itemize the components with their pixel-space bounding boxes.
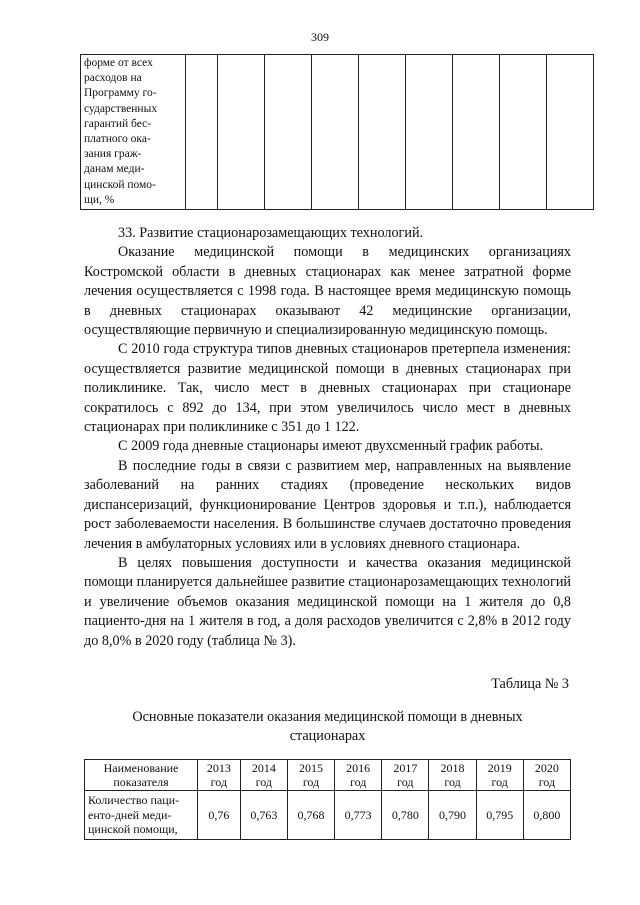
value-cell: 0,773 bbox=[335, 791, 382, 840]
header-name-line: Наименование bbox=[103, 761, 179, 775]
value-cell: 0,800 bbox=[523, 791, 570, 840]
table-title bbox=[84, 708, 571, 746]
year: 2018 bbox=[440, 761, 465, 775]
year: 2013 bbox=[206, 761, 231, 775]
cell-line: зания граж- bbox=[84, 148, 142, 161]
value-cell: 0,780 bbox=[382, 791, 429, 840]
year: 2019 bbox=[487, 761, 512, 775]
cell-line: форме от всех bbox=[84, 57, 153, 69]
header-year bbox=[240, 760, 287, 791]
cell-line: данам меди- bbox=[84, 163, 145, 176]
year-unit: год bbox=[397, 775, 414, 789]
empty-cell bbox=[406, 55, 453, 210]
indicators-table bbox=[84, 759, 571, 840]
value-cell: 0,790 bbox=[429, 791, 476, 840]
empty-cell bbox=[453, 55, 500, 210]
paragraph: Оказание медицинской помощи в медицинских организациях Костромской области в дневных стационарах как менее затратной форме лечения осуществляется с 1998 года. В настоящее время медицинскую помощь в дневных стационарах оказывают 42 медицинские организации, осуществляющие первичную и специализированную медицинскую помощь. bbox=[84, 244, 571, 339]
row-name bbox=[85, 791, 198, 840]
paragraph: В последние годы в связи с развитием мер, направленных на выявление заболеваний на ранних стадиях (проведение нескольких видов диспансеризаций, функционирование Центров здоровья и т.п.), наблюдается рост заболеваемости населения. В большинстве случаев достаточно проведения лечения в амбулаторных условиях или в условиях дневного стационара. bbox=[84, 457, 571, 552]
section-body bbox=[84, 224, 571, 651]
row-name-line: Количество паци- bbox=[88, 793, 180, 807]
empty-cell bbox=[218, 55, 265, 210]
table-title-line: стационарах bbox=[289, 728, 366, 744]
cell-line: цинской помо- bbox=[84, 178, 156, 191]
year: 2014 bbox=[251, 761, 276, 775]
year: 2016 bbox=[346, 761, 371, 775]
cell-line: расходов на bbox=[84, 72, 142, 85]
cell-line: сударственных bbox=[84, 102, 158, 115]
empty-cell bbox=[312, 55, 359, 210]
indicator-name-cell bbox=[81, 55, 186, 210]
row-name-line: цинской помощи, bbox=[88, 822, 178, 836]
empty-cell bbox=[500, 55, 547, 210]
year-unit: год bbox=[210, 775, 228, 789]
header-year bbox=[523, 760, 570, 791]
continuation-table bbox=[80, 54, 594, 210]
paragraph: С 2010 года структура типов дневных стационаров претерпела изменения: осуществляется развитие медицинской помощи в дневных стационарах при поликлинике. Так, число мест в дневных стационарах при стационаре сократилось с 892 до 134, при этом увеличилось число мест в дневных стационарах при поликлинике с 351 до 1 122. bbox=[84, 341, 571, 436]
year-unit: год bbox=[349, 775, 367, 789]
cell-line: щи, % bbox=[84, 193, 115, 206]
table-header-row bbox=[85, 760, 571, 791]
paragraph: В целях повышения доступности и качества оказания медицинской помощи планируется дальнейшее развитие стационарозамещающих технологий и увеличение объемов оказания медицинской помощи на 1 жителя до 0,8 пациенто-дня на 1 жителя в год, а доля расходов увеличится с 2,8% в 2012 году до 8,0% в 2020 году (таблица № 3). bbox=[84, 554, 571, 649]
year-unit: год bbox=[538, 775, 556, 789]
cell-line: гарантий бес- bbox=[84, 117, 152, 130]
year-unit: год bbox=[255, 775, 273, 789]
header-year bbox=[429, 760, 476, 791]
row-name-line: енто-дней меди- bbox=[88, 807, 172, 822]
year: 2020 bbox=[534, 761, 559, 775]
header-name-line: показателя bbox=[113, 775, 169, 789]
value-cell: 0,795 bbox=[476, 791, 523, 840]
page-number: 309 bbox=[311, 30, 329, 44]
table-row bbox=[85, 791, 571, 840]
year-unit: год bbox=[444, 775, 461, 789]
table-caption: Таблица № 3 bbox=[491, 676, 569, 692]
cell-line: платного ока- bbox=[84, 133, 151, 146]
year: 2015 bbox=[299, 761, 323, 775]
value-cell: 0,76 bbox=[198, 791, 241, 840]
empty-cell bbox=[265, 55, 312, 210]
header-year bbox=[476, 760, 523, 791]
header-name bbox=[85, 760, 198, 791]
section-heading: 33. Развитие стационарозамещающих технологий. bbox=[118, 225, 424, 241]
year: 2017 bbox=[393, 761, 418, 775]
table-title-line: Основные показатели оказания медицинской помощи в дневных bbox=[132, 709, 523, 725]
header-year bbox=[382, 760, 429, 791]
value-cell: 0,763 bbox=[240, 791, 287, 840]
header-year bbox=[287, 760, 334, 791]
paragraph: С 2009 года дневные стационары имеют двухсменный график работы. bbox=[118, 438, 544, 455]
empty-cell bbox=[547, 55, 594, 210]
header-year bbox=[335, 760, 382, 791]
empty-cell bbox=[186, 55, 218, 210]
year-unit: год bbox=[302, 775, 320, 789]
cell-line: Программу го- bbox=[84, 87, 157, 100]
header-year bbox=[198, 760, 241, 791]
value-cell: 0,768 bbox=[287, 791, 334, 840]
empty-cell bbox=[359, 55, 406, 210]
year-unit: год bbox=[491, 775, 508, 789]
